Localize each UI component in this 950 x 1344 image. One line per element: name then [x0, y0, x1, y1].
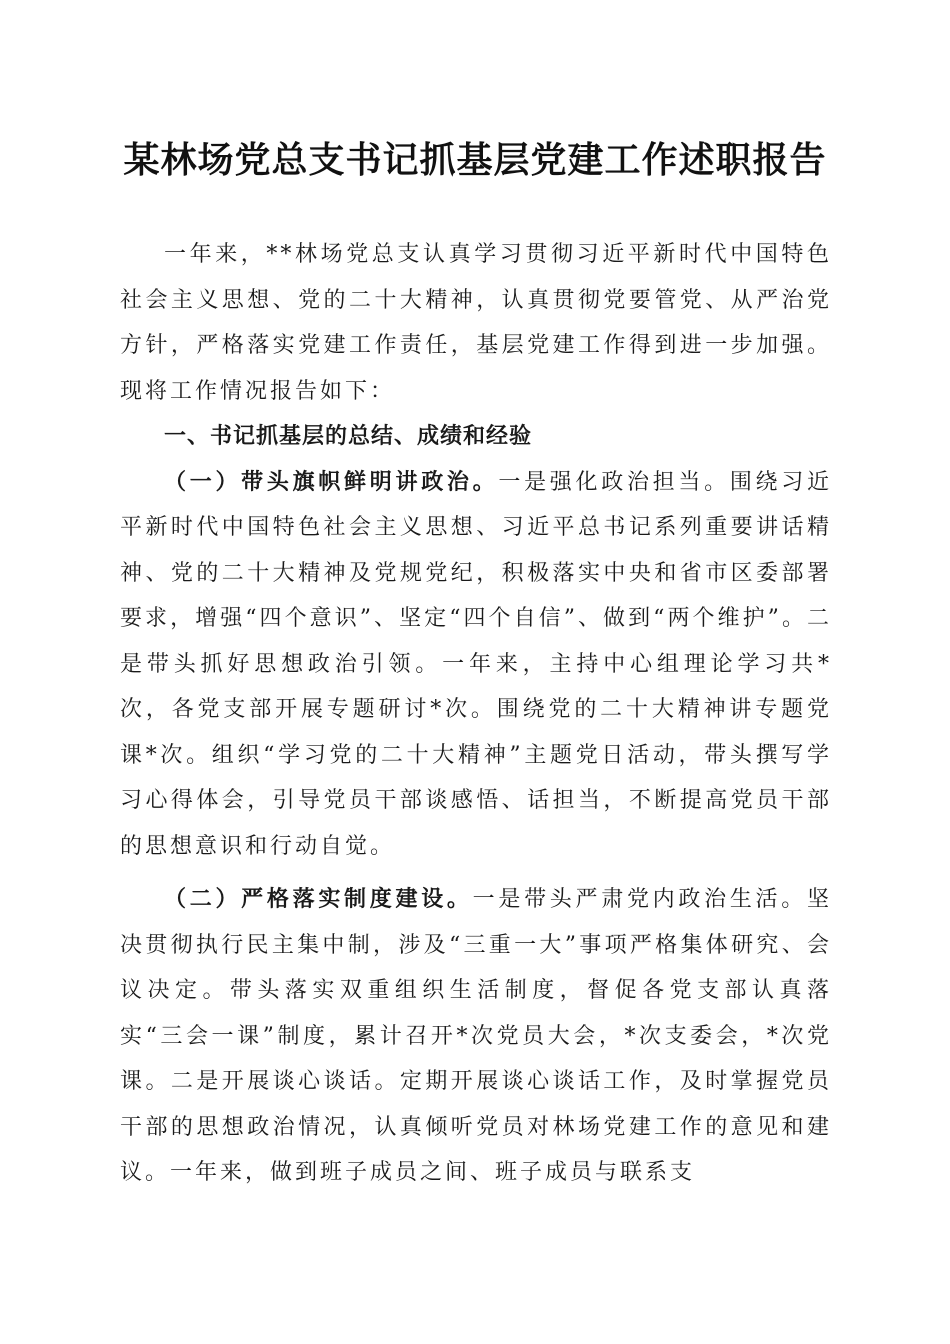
- subsection-text-1: 一是强化政治担当。围绕习近平新时代中国特色社会主义思想、习近平总书记系列重要讲话精神、党的二十大精神及党规党纪，积极落实中央和省市区委部署要求，增强“四个意识”、坚定“四个自信”、做到“两个维护”。二是带头抓好思想政治引领。一年来，主持中心组理论学习共*次，各党支部开展专题研讨*次。围绕党的二十大精神讲专题党课*次。组织“学习党的二十大精神”主题党日活动，带头撰写学习心得体会，引导党员干部谈感悟、话担当，不断提高党员干部的思想意识和行动自觉。: [120, 469, 832, 859]
- subsection-lead-2: （二）严格落实制度建设。: [164, 886, 473, 912]
- subsection-paragraph-1: [120, 460, 832, 870]
- paragraph-gap: [120, 869, 832, 877]
- document-body: [120, 232, 832, 1196]
- section-heading: 一、书记抓基层的总结、成绩和经验: [164, 424, 533, 449]
- subsection-text-2: 一是带头严肃党内政治生活。坚决贯彻执行民主集中制，涉及“三重一大”事项严格集体研究、会议决定。带头落实双重组织生活制度，督促各党支部认真落实“三会一课”制度，累计召开*次党员大会，*次支委会，*次党课。二是开展谈心谈话。定期开展谈心谈话工作，及时掌握党员干部的思想政治情况，认真倾听党员对林场党建工作的意见和建议。一年来，做到班子成员之间、班子成员与联系支: [120, 887, 832, 1185]
- subsection-paragraph-2: [120, 877, 832, 1196]
- document-title: 某林场党总支书记抓基层党建工作述职报告: [123, 139, 827, 181]
- subsection-lead-1: （一）带头旗帜鲜明讲政治。: [164, 468, 499, 495]
- intro-paragraph: 一年来，**林场党总支认真学习贯彻习近平新时代中国特色社会主义思想、党的二十大精神，认真贯彻党要管党、从严治党方针，严格落实党建工作责任，基层党建工作得到进一步加强。现将工作情况报告如下：: [120, 242, 832, 404]
